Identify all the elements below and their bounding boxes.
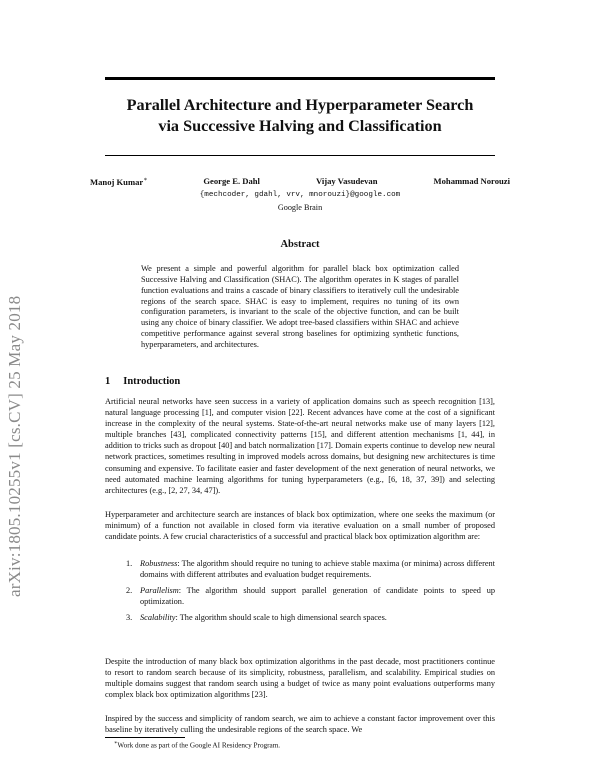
author-3: Vijay Vasudevan: [315, 176, 378, 186]
title-top-rule: [105, 77, 495, 80]
author-emails: {mechcoder, gdahl, vrv, mnorouzi}@google.com: [199, 191, 401, 199]
section-heading: [105, 376, 180, 387]
title-line-1: Parallel Architecture and Hyperparameter Search: [126, 96, 474, 114]
paper-title: [100, 95, 500, 137]
list-item: 3. Scalability: The algorithm should scale to high dimensional search spaces.: [126, 613, 387, 623]
author-4: Mohammad Norouzi: [433, 176, 510, 186]
author-1: Manoj Kumar∗: [90, 176, 148, 187]
title-line-2: via Successive Halving and Classification: [158, 117, 442, 135]
characteristics-list: [126, 558, 495, 628]
abstract-heading: Abstract: [280, 239, 320, 250]
list-item: 1. Robustness: The algorithm should require no tuning to achieve stable maxima (or minima) across different domains with different attributes and evaluation budget requirements.: [126, 559, 495, 580]
abstract-text: We present a simple and powerful algorithm for parallel black box optimization called Successive Halving and Classification (SHAC). The algorithm operates in K stages of parallel function evaluations and trains a cascade of binary classifiers to iteratively cull the undesirable regions of the search space. SHAC is easy to implement, requires no tuning of its own configuration parameters, is invariant to the scale of the objective function, and can be built using any choice of binary classifier. We adopt tree-based classifiers within SHAC and achieve competitive performance against several strong baselines for optimizing synthetic functions, hyperparameters, and architectures.: [141, 264, 459, 349]
section-title: Introduction: [123, 376, 181, 387]
section-number: 1: [105, 376, 111, 387]
arxiv-watermark: arXiv:1805.10255v1 [cs.CV] 25 May 2018: [5, 295, 24, 597]
affiliation: Google Brain: [277, 203, 323, 212]
list-item: 2. Parallelism: The algorithm should support parallel generation of candidate points to speed up optimization.: [126, 586, 495, 607]
intro-paragraph-3: Despite the introduction of many black box optimization algorithms in the past decade, most practitioners continue to resort to random search because of its simplicity, robustness, parallelism, and scalability. Empirical studies on multiple domains suggest that random search using a budget of twice as many point evaluations outperforms many complex black box optimization algorithms [23].: [105, 657, 495, 700]
intro-paragraph-1: Artificial neural networks have seen success in a variety of application domains such as speech recognition [13], natural language processing [1], and computer vision [22]. Recent advances have come at the cost of a significant increase in the complexity of the neural systems. State-of-the-art neural networks make use of many layers [12], multiple branches [43], complicated connectivity patterns [15], and different attention mechanisms [1, 44], in addition to tricks such as dropout [40] and batch normalization [17]. Domain experts continue to develop new neural network practices, sometimes resulting in improved models across domains, but designing new architectures is time consuming and expensive. To facilitate easier and faster development of the next generation of neural networks, we need automated machine learning algorithms for tuning hyperparameters (e.g., [6, 18, 37, 39]) and selecting architectures (e.g., [2, 27, 34, 47]).: [105, 397, 495, 495]
footnote: ∗Work done as part of the Google AI Residency Program.: [114, 741, 281, 750]
author-list: [90, 176, 510, 187]
footnote-rule: [105, 737, 185, 738]
author-2: George E. Dahl: [203, 176, 260, 186]
intro-paragraph-2: Hyperparameter and architecture search are instances of black box optimization, where one seeks the maximum (or minimum) of a function not available in closed form via iterative evaluation on a small number of proposed candidate points. A few crucial characteristics of a successful and practical black box optimization algorithm are:: [105, 510, 495, 542]
title-bottom-rule: [105, 155, 495, 156]
intro-paragraph-4: Inspired by the success and simplicity of random search, we aim to achieve a constant factor improvement over this baseline by iteratively culling the undesirable regions of the search space. We: [105, 714, 495, 735]
